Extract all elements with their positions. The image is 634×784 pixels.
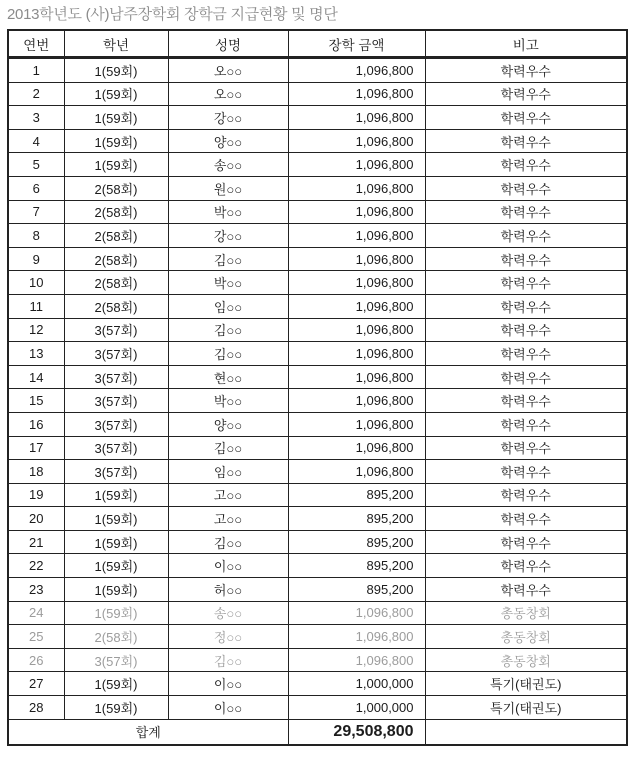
table-row bbox=[8, 153, 627, 177]
table-row bbox=[8, 507, 627, 531]
cell-note: 특기(태권도) bbox=[425, 696, 627, 720]
table-row bbox=[8, 318, 627, 342]
cell-note: 학력우수 bbox=[425, 412, 627, 436]
cell-amount: 1,096,800 bbox=[288, 648, 425, 672]
cell-name: 이○○ bbox=[168, 696, 288, 720]
cell-amount: 1,000,000 bbox=[288, 696, 425, 720]
cell-note: 학력우수 bbox=[425, 294, 627, 318]
cell-note: 학력우수 bbox=[425, 106, 627, 130]
cell-note: 학력우수 bbox=[425, 578, 627, 602]
cell-amount: 1,096,800 bbox=[288, 247, 425, 271]
cell-amount: 895,200 bbox=[288, 483, 425, 507]
document-title: 2013학년도 (사)남주장학회 장학금 지급현황 및 명단 bbox=[7, 6, 338, 23]
cell-grade: 1(59회) bbox=[64, 672, 168, 696]
cell-note: 총동창회 bbox=[425, 601, 627, 625]
cell-no: 1 bbox=[8, 58, 64, 83]
cell-name: 허○○ bbox=[168, 578, 288, 602]
cell-grade: 3(57회) bbox=[64, 342, 168, 366]
table-row bbox=[8, 200, 627, 224]
cell-note: 학력우수 bbox=[425, 483, 627, 507]
cell-grade: 3(57회) bbox=[64, 318, 168, 342]
cell-name: 고○○ bbox=[168, 507, 288, 531]
cell-amount: 1,096,800 bbox=[288, 625, 425, 649]
cell-amount: 1,096,800 bbox=[288, 460, 425, 484]
table-row bbox=[8, 672, 627, 696]
cell-note: 학력우수 bbox=[425, 176, 627, 200]
table-row bbox=[8, 342, 627, 366]
cell-grade: 2(58회) bbox=[64, 247, 168, 271]
table-row bbox=[8, 247, 627, 271]
cell-no: 26 bbox=[8, 648, 64, 672]
cell-note: 총동창회 bbox=[425, 648, 627, 672]
cell-note: 학력우수 bbox=[425, 554, 627, 578]
cell-note: 특기(태권도) bbox=[425, 672, 627, 696]
table-row bbox=[8, 483, 627, 507]
cell-note: 학력우수 bbox=[425, 389, 627, 413]
cell-grade: 2(58회) bbox=[64, 224, 168, 248]
cell-note: 학력우수 bbox=[425, 318, 627, 342]
cell-amount: 1,096,800 bbox=[288, 318, 425, 342]
cell-name: 김○○ bbox=[168, 342, 288, 366]
cell-no: 14 bbox=[8, 365, 64, 389]
cell-name: 박○○ bbox=[168, 200, 288, 224]
cell-grade: 1(59회) bbox=[64, 58, 168, 83]
table-row bbox=[8, 601, 627, 625]
cell-note: 학력우수 bbox=[425, 129, 627, 153]
cell-grade: 3(57회) bbox=[64, 389, 168, 413]
cell-name: 강○○ bbox=[168, 224, 288, 248]
cell-amount: 1,096,800 bbox=[288, 342, 425, 366]
table-row bbox=[8, 389, 627, 413]
cell-grade: 1(59회) bbox=[64, 578, 168, 602]
cell-grade: 1(59회) bbox=[64, 696, 168, 720]
cell-grade: 2(58회) bbox=[64, 625, 168, 649]
cell-no: 20 bbox=[8, 507, 64, 531]
col-header-amount: 장학 금액 bbox=[288, 30, 425, 58]
table-row bbox=[8, 530, 627, 554]
cell-no: 17 bbox=[8, 436, 64, 460]
table-row bbox=[8, 412, 627, 436]
cell-note: 학력우수 bbox=[425, 530, 627, 554]
cell-no: 6 bbox=[8, 176, 64, 200]
total-note bbox=[425, 719, 627, 745]
cell-amount: 1,096,800 bbox=[288, 601, 425, 625]
cell-amount: 895,200 bbox=[288, 507, 425, 531]
header-row bbox=[8, 30, 627, 58]
cell-note: 학력우수 bbox=[425, 82, 627, 106]
table-row bbox=[8, 294, 627, 318]
cell-no: 13 bbox=[8, 342, 64, 366]
cell-no: 10 bbox=[8, 271, 64, 295]
table-row bbox=[8, 696, 627, 720]
cell-no: 28 bbox=[8, 696, 64, 720]
total-label: 합계 bbox=[8, 719, 288, 745]
cell-grade: 1(59회) bbox=[64, 153, 168, 177]
cell-amount: 1,096,800 bbox=[288, 106, 425, 130]
cell-note: 학력우수 bbox=[425, 460, 627, 484]
cell-amount: 1,096,800 bbox=[288, 200, 425, 224]
cell-name: 송○○ bbox=[168, 153, 288, 177]
cell-amount: 1,096,800 bbox=[288, 294, 425, 318]
col-header-no: 연번 bbox=[8, 30, 64, 58]
cell-note: 학력우수 bbox=[425, 271, 627, 295]
cell-amount: 1,096,800 bbox=[288, 82, 425, 106]
cell-no: 2 bbox=[8, 82, 64, 106]
table-body bbox=[8, 58, 627, 720]
cell-amount: 1,096,800 bbox=[288, 224, 425, 248]
cell-no: 22 bbox=[8, 554, 64, 578]
cell-grade: 2(58회) bbox=[64, 200, 168, 224]
table-row bbox=[8, 176, 627, 200]
cell-name: 김○○ bbox=[168, 648, 288, 672]
cell-no: 24 bbox=[8, 601, 64, 625]
cell-no: 7 bbox=[8, 200, 64, 224]
cell-grade: 1(59회) bbox=[64, 483, 168, 507]
cell-no: 8 bbox=[8, 224, 64, 248]
cell-grade: 1(59회) bbox=[64, 82, 168, 106]
cell-grade: 3(57회) bbox=[64, 412, 168, 436]
cell-grade: 1(59회) bbox=[64, 106, 168, 130]
cell-amount: 1,096,800 bbox=[288, 58, 425, 83]
table-row bbox=[8, 625, 627, 649]
cell-amount: 1,096,800 bbox=[288, 129, 425, 153]
cell-no: 11 bbox=[8, 294, 64, 318]
cell-amount: 1,000,000 bbox=[288, 672, 425, 696]
cell-name: 송○○ bbox=[168, 601, 288, 625]
cell-amount: 1,096,800 bbox=[288, 389, 425, 413]
cell-name: 김○○ bbox=[168, 318, 288, 342]
cell-name: 정○○ bbox=[168, 625, 288, 649]
cell-name: 강○○ bbox=[168, 106, 288, 130]
cell-grade: 3(57회) bbox=[64, 648, 168, 672]
cell-note: 학력우수 bbox=[425, 507, 627, 531]
cell-grade: 2(58회) bbox=[64, 176, 168, 200]
cell-grade: 3(57회) bbox=[64, 460, 168, 484]
cell-note: 학력우수 bbox=[425, 365, 627, 389]
table-row bbox=[8, 106, 627, 130]
cell-note: 학력우수 bbox=[425, 224, 627, 248]
cell-name: 오○○ bbox=[168, 58, 288, 83]
cell-name: 김○○ bbox=[168, 247, 288, 271]
cell-name: 임○○ bbox=[168, 460, 288, 484]
cell-no: 15 bbox=[8, 389, 64, 413]
cell-amount: 1,096,800 bbox=[288, 153, 425, 177]
cell-name: 원○○ bbox=[168, 176, 288, 200]
cell-no: 12 bbox=[8, 318, 64, 342]
cell-grade: 1(59회) bbox=[64, 554, 168, 578]
cell-name: 오○○ bbox=[168, 82, 288, 106]
col-header-grade: 학년 bbox=[64, 30, 168, 58]
table-row bbox=[8, 578, 627, 602]
cell-name: 김○○ bbox=[168, 436, 288, 460]
cell-grade: 1(59회) bbox=[64, 129, 168, 153]
cell-amount: 1,096,800 bbox=[288, 436, 425, 460]
cell-note: 총동창회 bbox=[425, 625, 627, 649]
table-row bbox=[8, 554, 627, 578]
cell-name: 현○○ bbox=[168, 365, 288, 389]
col-header-note: 비고 bbox=[425, 30, 627, 58]
table-row bbox=[8, 129, 627, 153]
table-row bbox=[8, 82, 627, 106]
cell-note: 학력우수 bbox=[425, 436, 627, 460]
cell-no: 21 bbox=[8, 530, 64, 554]
table-row bbox=[8, 436, 627, 460]
cell-no: 25 bbox=[8, 625, 64, 649]
total-amount: 29,508,800 bbox=[288, 719, 425, 745]
cell-name: 김○○ bbox=[168, 530, 288, 554]
cell-name: 고○○ bbox=[168, 483, 288, 507]
table-row bbox=[8, 271, 627, 295]
table-row bbox=[8, 460, 627, 484]
cell-no: 19 bbox=[8, 483, 64, 507]
cell-note: 학력우수 bbox=[425, 342, 627, 366]
cell-name: 임○○ bbox=[168, 294, 288, 318]
total-row bbox=[8, 719, 627, 745]
cell-no: 18 bbox=[8, 460, 64, 484]
cell-name: 이○○ bbox=[168, 672, 288, 696]
cell-no: 5 bbox=[8, 153, 64, 177]
cell-no: 9 bbox=[8, 247, 64, 271]
cell-grade: 2(58회) bbox=[64, 271, 168, 295]
cell-no: 3 bbox=[8, 106, 64, 130]
table-row bbox=[8, 58, 627, 83]
cell-name: 이○○ bbox=[168, 554, 288, 578]
cell-note: 학력우수 bbox=[425, 153, 627, 177]
cell-amount: 1,096,800 bbox=[288, 176, 425, 200]
cell-name: 양○○ bbox=[168, 412, 288, 436]
scholarship-table bbox=[7, 29, 628, 746]
table-row bbox=[8, 224, 627, 248]
cell-amount: 1,096,800 bbox=[288, 365, 425, 389]
cell-no: 23 bbox=[8, 578, 64, 602]
cell-no: 4 bbox=[8, 129, 64, 153]
cell-grade: 1(59회) bbox=[64, 507, 168, 531]
cell-name: 양○○ bbox=[168, 129, 288, 153]
col-header-name: 성명 bbox=[168, 30, 288, 58]
cell-amount: 895,200 bbox=[288, 554, 425, 578]
cell-grade: 3(57회) bbox=[64, 365, 168, 389]
cell-name: 박○○ bbox=[168, 271, 288, 295]
table-row bbox=[8, 648, 627, 672]
cell-note: 학력우수 bbox=[425, 200, 627, 224]
cell-note: 학력우수 bbox=[425, 58, 627, 83]
cell-amount: 895,200 bbox=[288, 578, 425, 602]
cell-name: 박○○ bbox=[168, 389, 288, 413]
table-row bbox=[8, 365, 627, 389]
cell-grade: 3(57회) bbox=[64, 436, 168, 460]
cell-no: 16 bbox=[8, 412, 64, 436]
cell-note: 학력우수 bbox=[425, 247, 627, 271]
cell-amount: 895,200 bbox=[288, 530, 425, 554]
cell-amount: 1,096,800 bbox=[288, 412, 425, 436]
cell-grade: 2(58회) bbox=[64, 294, 168, 318]
cell-amount: 1,096,800 bbox=[288, 271, 425, 295]
cell-no: 27 bbox=[8, 672, 64, 696]
cell-grade: 1(59회) bbox=[64, 530, 168, 554]
cell-grade: 1(59회) bbox=[64, 601, 168, 625]
